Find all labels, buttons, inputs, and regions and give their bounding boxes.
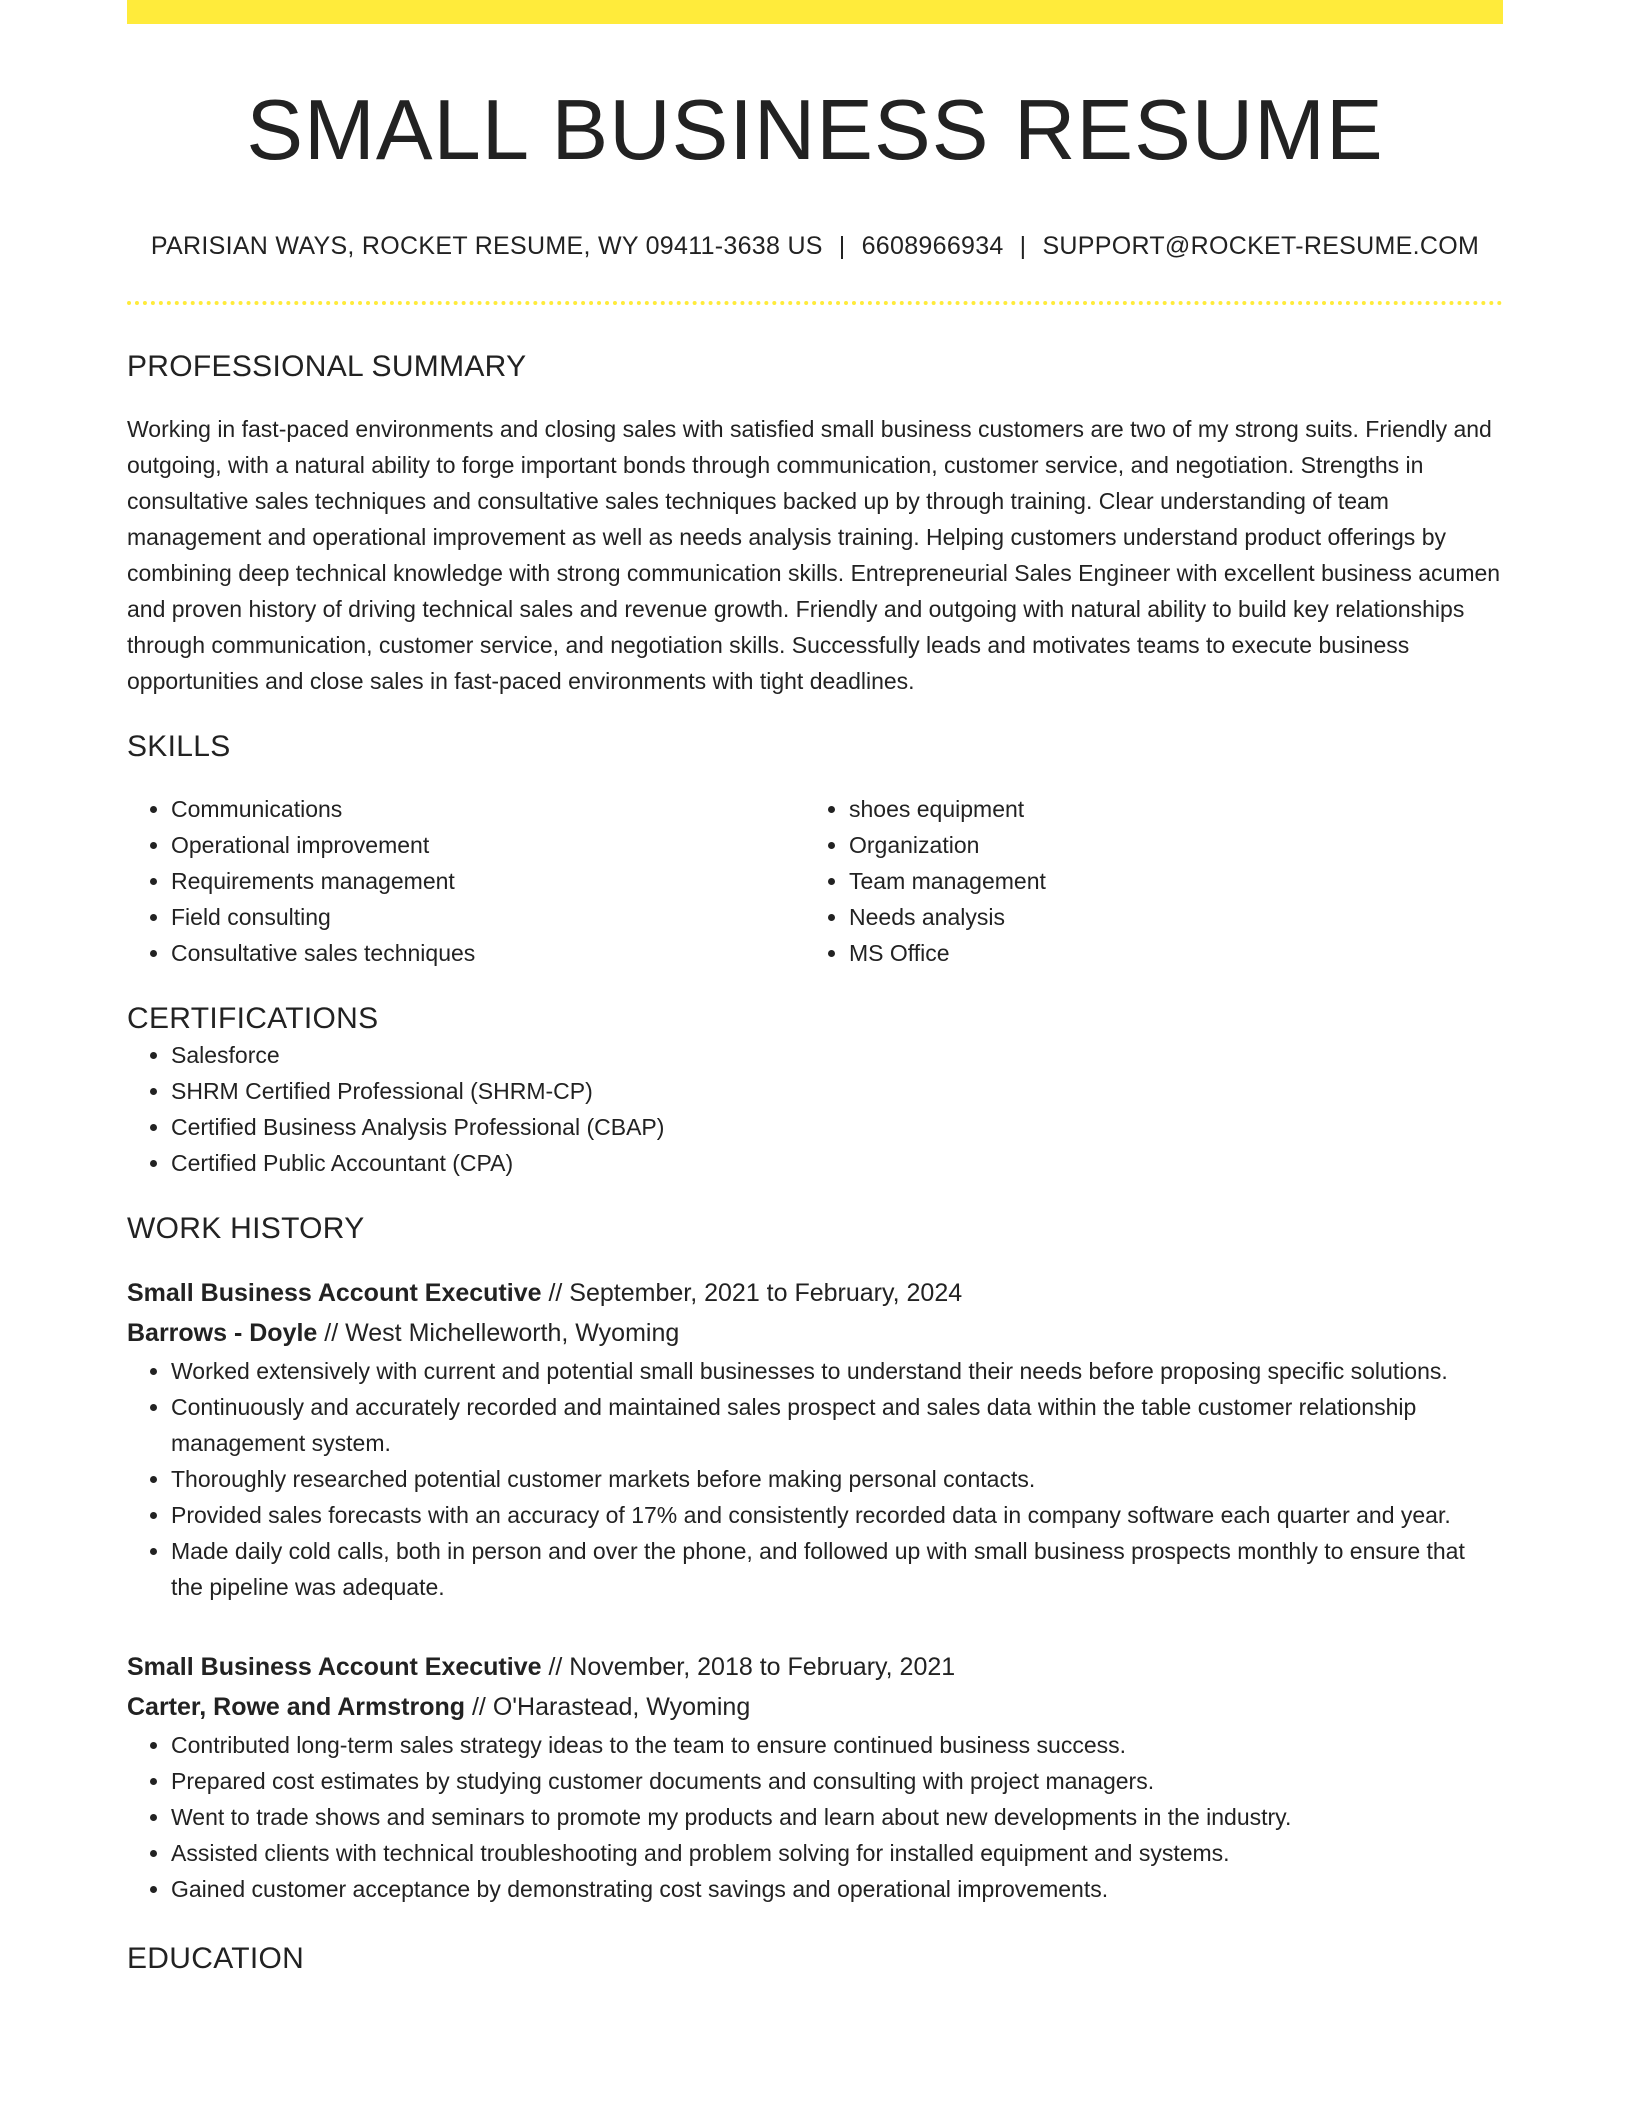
job-company-line [127, 1313, 1503, 1353]
job-company: Barrows - Doyle [127, 1318, 318, 1347]
section-title-certifications: CERTIFICATIONS [127, 1001, 379, 1035]
skill-item: • shoes equipment [849, 791, 1483, 827]
job-location: // West Michelleworth, Wyoming [317, 1318, 680, 1347]
job-bullet: • Provided sales forecasts with an accuracy of 17% and consistently recorded data in company software each quarter and year. [171, 1497, 1503, 1533]
job-bullet: • Gained customer acceptance by demonstrating cost savings and operational improvements. [171, 1871, 1503, 1907]
section-title-education: EDUCATION [127, 1941, 305, 1975]
job-location: // O'Harastead, Wyoming [465, 1692, 751, 1721]
job-dates: // September, 2021 to February, 2024 [541, 1278, 963, 1307]
certification-item: • Certified Business Analysis Professional (CBAP) [171, 1109, 1503, 1145]
skill-item: • Communications [171, 791, 805, 827]
section-title-summary: PROFESSIONAL SUMMARY [127, 349, 527, 383]
section-title-work-history: WORK HISTORY [127, 1211, 365, 1245]
phone: 6608966934 [861, 232, 1004, 260]
resume-title: SMALL BUSINESS RESUME [246, 83, 1384, 178]
job-role-line [127, 1273, 1503, 1313]
skill-item: • Needs analysis [849, 899, 1483, 935]
skill-item: • Operational improvement [171, 827, 805, 863]
job-bullet: • Continuously and accurately recorded and maintained sales prospect and sales data within the table customer relationship management system. [171, 1389, 1503, 1461]
contact-line [127, 230, 1503, 263]
skill-item: • Field consulting [171, 899, 805, 935]
certification-item: • Salesforce [171, 1037, 1503, 1073]
separator: | [838, 232, 846, 260]
job-company: Carter, Rowe and Armstrong [127, 1692, 466, 1721]
job-role: Small Business Account Executive [127, 1652, 542, 1681]
skill-item: • Organization [849, 827, 1483, 863]
job-bullets [127, 1353, 1503, 1605]
job-role-line [127, 1647, 1503, 1687]
resume-page [127, 0, 1503, 1977]
skills-list-right [805, 791, 1483, 971]
job-bullet: • Made daily cold calls, both in person and over the phone, and followed up with small business prospects monthly to ensure that the pipeline was adequate. [171, 1533, 1503, 1605]
skills-list-left [127, 791, 805, 971]
job-bullet: • Assisted clients with technical troubleshooting and problem solving for installed equipment and systems. [171, 1835, 1503, 1871]
skill-item: • Requirements management [171, 863, 805, 899]
address: PARISIAN WAYS, ROCKET RESUME, WY 09411-3638 US [150, 232, 823, 260]
certifications-list [127, 1037, 1503, 1181]
job-bullet: • Thoroughly researched potential customer markets before making personal contacts. [171, 1461, 1503, 1497]
job-bullets [127, 1727, 1503, 1907]
job-bullet: • Contributed long-term sales strategy ideas to the team to ensure continued business success. [171, 1727, 1503, 1763]
dotted-divider [127, 301, 1503, 305]
summary-text: Working in fast-paced environments and closing sales with satisfied small business customers are two of my strong suits. Friendly and outgoing, with a natural ability to forge important bonds through communication, customer service, and negotiation. Strengths in consultative sales techniques and consultative sales techniques backed up by through training. Clear understanding of team management and operational improvement as well as needs analysis training. Helping customers understand product offerings by combining deep technical knowledge with strong communication skills. Entrepreneurial Sales Engineer with excellent business acumen and proven history of driving technical sales and revenue growth. Friendly and outgoing with natural ability to build key relationships through communication, customer service, and negotiation skills. Successfully leads and motivates teams to execute business opportunities and close sales in fast-paced environments with tight deadlines. [127, 415, 1501, 694]
skill-item: • Team management [849, 863, 1483, 899]
job-bullet: • Worked extensively with current and potential small businesses to understand their needs before proposing specific solutions. [171, 1353, 1503, 1389]
certification-item: • Certified Public Accountant (CPA) [171, 1145, 1503, 1181]
job-entry [127, 1647, 1503, 1907]
job-bullet: • Went to trade shows and seminars to promote my products and learn about new developments in the industry. [171, 1799, 1503, 1835]
skill-item: • Consultative sales techniques [171, 935, 805, 971]
section-title-skills: SKILLS [127, 729, 231, 763]
job-role: Small Business Account Executive [127, 1278, 542, 1307]
job-company-line [127, 1687, 1503, 1727]
job-entry [127, 1273, 1503, 1605]
separator: | [1019, 232, 1027, 260]
email: SUPPORT@ROCKET-RESUME.COM [1042, 232, 1480, 260]
certification-item: • SHRM Certified Professional (SHRM-CP) [171, 1073, 1503, 1109]
job-dates: // November, 2018 to February, 2021 [541, 1652, 956, 1681]
job-bullet: • Prepared cost estimates by studying customer documents and consulting with project managers. [171, 1763, 1503, 1799]
skill-item: • MS Office [849, 935, 1483, 971]
skills-grid [127, 791, 1503, 971]
top-accent-bar [127, 0, 1503, 24]
